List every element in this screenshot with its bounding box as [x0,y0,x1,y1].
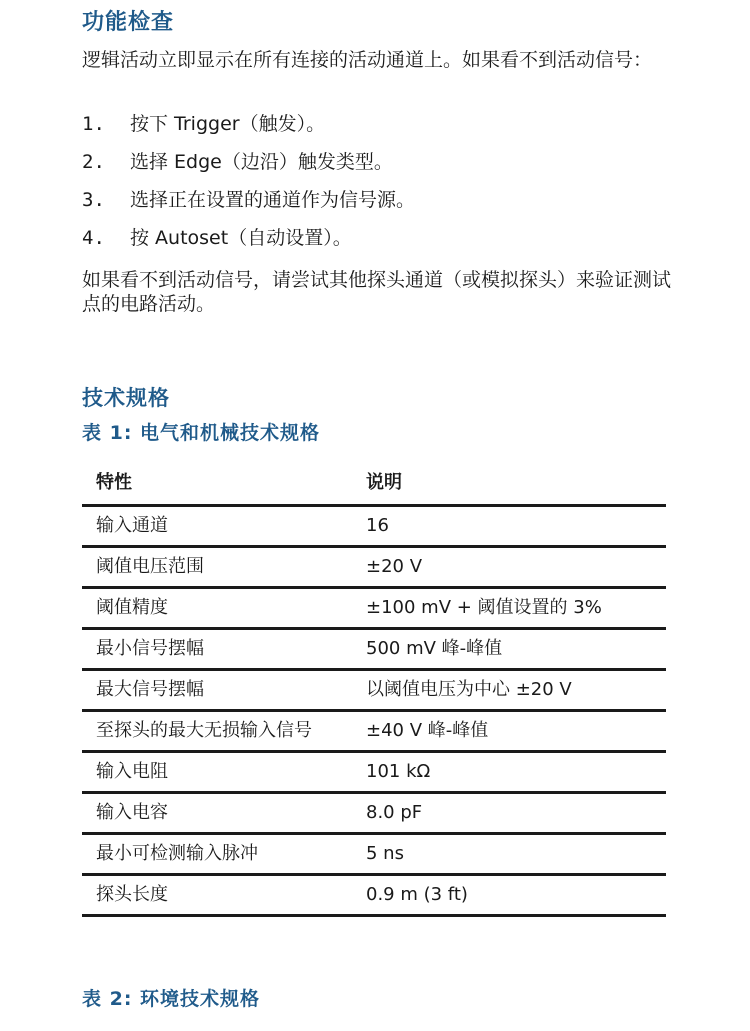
table2-caption: 表 2: 环境技术规格 [82,988,261,1010]
outro-paragraph: 如果看不到活动信号，请尝试其他探头通道（或模拟探头）来验证测试点的电路活动。 [82,269,672,315]
table-cell-description: 101 kΩ [352,752,666,793]
table-cell-description: 5 ns [352,834,666,875]
steps-list [82,112,672,264]
step-text: 按 Autoset（自动设置）。 [130,227,352,249]
table-row [82,588,666,629]
table-row [82,793,666,834]
table-cell-characteristic: 探头长度 [82,875,352,916]
step-item [82,150,672,188]
step-item [82,188,672,226]
table-cell-characteristic: 输入电容 [82,793,352,834]
table-cell-characteristic: 输入通道 [82,506,352,547]
table-row [82,547,666,588]
table-row [82,506,666,547]
column-header-description: 说明 [352,462,666,506]
table-row [82,834,666,875]
table-row [82,629,666,670]
step-number: 2. [82,151,105,173]
table-cell-characteristic: 至探头的最大无损输入信号 [82,711,352,752]
table-row [82,711,666,752]
table-cell-characteristic: 最小可检测输入脉冲 [82,834,352,875]
section-title-specifications: 技术规格 [82,386,170,410]
step-text: 按下 Trigger（触发）。 [130,113,326,135]
step-text: 选择正在设置的通道作为信号源。 [130,189,416,211]
spec-table [82,462,666,917]
step-item [82,226,672,264]
table1-caption: 表 1: 电气和机械技术规格 [82,422,321,444]
table-cell-description: ±20 V [352,547,666,588]
table-cell-description: 8.0 pF [352,793,666,834]
table-cell-characteristic: 输入电阻 [82,752,352,793]
table-row [82,875,666,916]
step-number: 3. [82,189,105,211]
table-cell-characteristic: 最大信号摆幅 [82,670,352,711]
table-row [82,670,666,711]
step-text: 选择 Edge（边沿）触发类型。 [130,151,393,173]
table-row [82,752,666,793]
table-cell-description: 16 [352,506,666,547]
table-header-row [82,462,666,506]
section-title-functional-check: 功能检查 [82,10,175,35]
table-cell-description: 500 mV 峰-峰值 [352,629,666,670]
column-header-characteristic: 特性 [82,462,352,506]
step-number: 4. [82,227,105,249]
step-item [82,112,672,150]
step-number: 1. [82,113,105,135]
table-cell-characteristic: 最小信号摆幅 [82,629,352,670]
intro-paragraph: 逻辑活动立即显示在所有连接的活动通道上。如果看不到活动信号： [82,49,653,71]
table-cell-description: 0.9 m (3 ft) [352,875,666,916]
table-cell-description: 以阈值电压为中心 ±20 V [352,670,666,711]
table-cell-description: ±100 mV + 阈值设置的 3% [352,588,666,629]
table-cell-characteristic: 阈值精度 [82,588,352,629]
table-cell-description: ±40 V 峰-峰值 [352,711,666,752]
table-cell-characteristic: 阈值电压范围 [82,547,352,588]
